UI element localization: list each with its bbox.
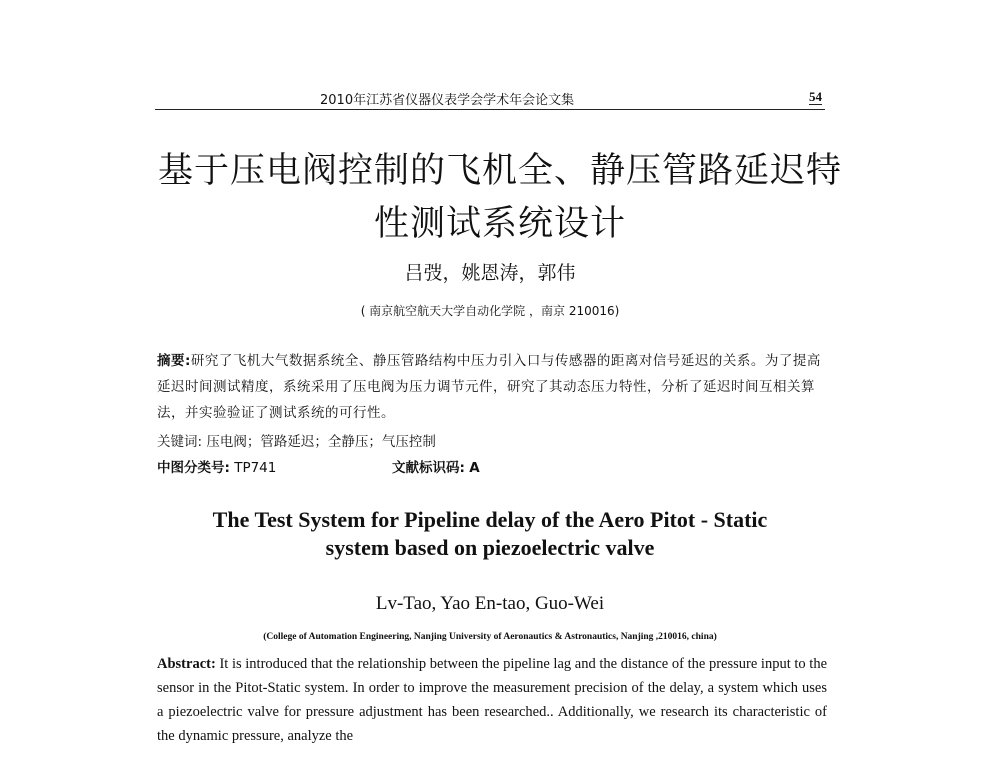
cn-class-label: 中图分类号: [157,460,230,476]
en-abstract [157,652,827,748]
cn-abstract [157,348,827,426]
cn-keywords-label: 关键词: [157,434,203,450]
cn-classification [157,456,276,476]
cn-doc-code [392,456,480,476]
en-abstract-text: It is introduced that the relationship between the pipeline lag and the distance of the pressure input to the sensor in the Pitot-Static system. In order to improve the measurement precision of the delay, a system which uses a piezoelectric valve for pressure adjustment has been researched.. Additionally, we research its characteristic of the dynamic pressure, analyze the [157,656,828,744]
en-title-line-1: The Test System for Pipeline delay of the Aero Pitot - Static [212,507,768,532]
cn-abstract-label: 摘要: [157,353,191,369]
cn-class-value: TP741 [234,460,277,476]
en-authors: Lv-Tao, Yao En-tao, Guo-Wei [375,593,605,614]
cn-keywords-value: 压电阀；管路延迟；全静压；气压控制 [206,434,436,450]
journal-title: 2010年江苏省仪器仪表学会学术年会论文集 [320,93,575,108]
cn-title-line-2: 性测试系统设计 [373,204,626,244]
cn-authors: 吕弢，姚恩涛，郭伟 [404,262,576,284]
cn-title-line-1: 基于压电阀控制的飞机全、静压管路延迟特 [157,151,842,191]
en-abstract-label: Abstract: [157,656,216,672]
cn-doc-value: A [469,460,480,476]
en-affiliation: (College of Automation Engineering, Nanjing University of Aeronautics & Astronautics, Nanjing ,210016, china) [263,632,717,642]
cn-abstract-text: 研究了飞机大气数据系统全、静压管路结构中压力引入口与传感器的距离对信号延迟的关系。为了提高延迟时间测试精度，系统采用了压电阀为压力调节元件，研究了其动态压力特性，分析了延迟时间互相关算法，并实验验证了测试系统的可行性。 [157,353,821,421]
en-title-line-2: system based on piezoelectric valve [325,535,655,560]
cn-affiliation: ( 南京航空航天大学自动化学院 ，南京 210016) [360,304,620,318]
cn-keywords [157,430,436,450]
en-title [150,506,830,562]
page-number: 54 [809,89,822,104]
cn-doc-label: 文献标识码: [392,460,465,476]
